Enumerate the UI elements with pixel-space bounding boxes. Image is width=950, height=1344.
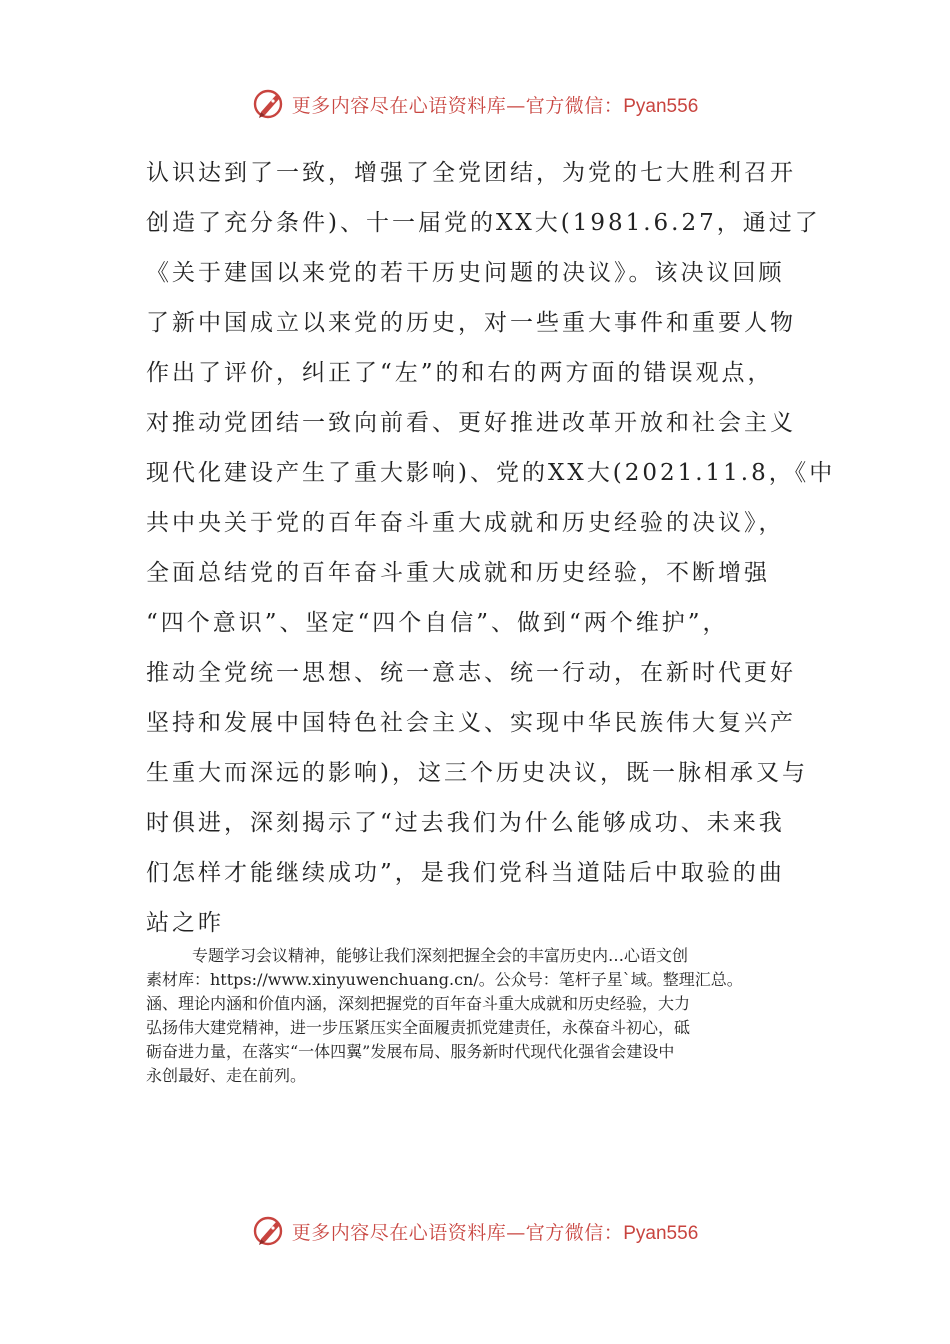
header-watermark xyxy=(0,82,950,126)
body-text xyxy=(146,148,836,948)
note-line: 涵、理论内涵和价值内涵，深刻把握党的百年奋斗重大成就和历史经验，大力 xyxy=(146,994,691,1013)
footer-watermark xyxy=(0,1209,950,1253)
body-line: 坚持和发展中国特色社会主义、实现中华民族伟大复兴产 xyxy=(146,710,796,736)
body-line: 认识达到了一致，增强了全党团结，为党的七大胜利召开 xyxy=(146,160,796,186)
note-line: 永创最好、走在前列。 xyxy=(146,1066,307,1085)
body-line: “四个意识”、坚定“四个自信”、做到“两个维护”， xyxy=(146,610,729,636)
body-line: 推动全党统一思想、统一意志、统一行动，在新时代更好 xyxy=(146,660,796,686)
pen-logo-icon xyxy=(252,1214,286,1248)
note-line: 专题学习会议精神，能够让我们深刻把握全会的丰富历史内…心语文创 xyxy=(192,946,689,965)
body-line: 时俱进，深刻揭示了“过去我们为什么能够成功、未来我 xyxy=(146,810,785,836)
note-paragraph xyxy=(146,944,806,1088)
body-line: 全面总结党的百年奋斗重大成就和历史经验，不断增强 xyxy=(146,560,770,586)
watermark-text: 更多内容尽在心语资料库—官方微信：Pyan556 xyxy=(291,94,699,117)
body-line: 站之昨 xyxy=(146,910,224,936)
note-line: 素材库：https://www.xinyuwenchuang.cn/。公众号：笔杆子星`域。整理汇总。 xyxy=(146,970,743,989)
body-line: 作出了评价，纠正了“左”的和右的两方面的错误观点， xyxy=(146,360,774,386)
body-line: 创造了充分条件)、十一届党的XX大(1981.6.27，通过了 xyxy=(146,210,821,236)
body-line: 对推动党团结一致向前看、更好推进改革开放和社会主义 xyxy=(146,410,796,436)
body-line: 了新中国成立以来党的历史，对一些重大事件和重要人物 xyxy=(146,310,796,336)
body-line: 生重大而深远的影响)，这三个历史决议，既一脉相承又与 xyxy=(146,760,808,786)
pen-logo-icon xyxy=(252,87,286,121)
note-line: 砺奋进力量，在落实“一体四翼”发展布局、服务新时代现代化强省会建设中 xyxy=(146,1042,675,1061)
watermark-text: 更多内容尽在心语资料库—官方微信：Pyan556 xyxy=(291,1221,699,1244)
body-line: 们怎样才能继续成功”，是我们党科当道陆后中取验的曲 xyxy=(146,860,785,886)
body-line: 《关于建国以来党的若干历史问题的决议》。该决议回顾 xyxy=(146,260,785,286)
note-line: 弘扬伟大建党精神，进一步压紧压实全面履责抓党建责任，永葆奋斗初心，砥 xyxy=(146,1018,691,1037)
body-line: 共中央关于党的百年奋斗重大成就和历史经验的决议》， xyxy=(146,510,785,536)
body-line: 现代化建设产生了重大影响)、党的XX大(2021.11.8，《中 xyxy=(146,460,836,486)
